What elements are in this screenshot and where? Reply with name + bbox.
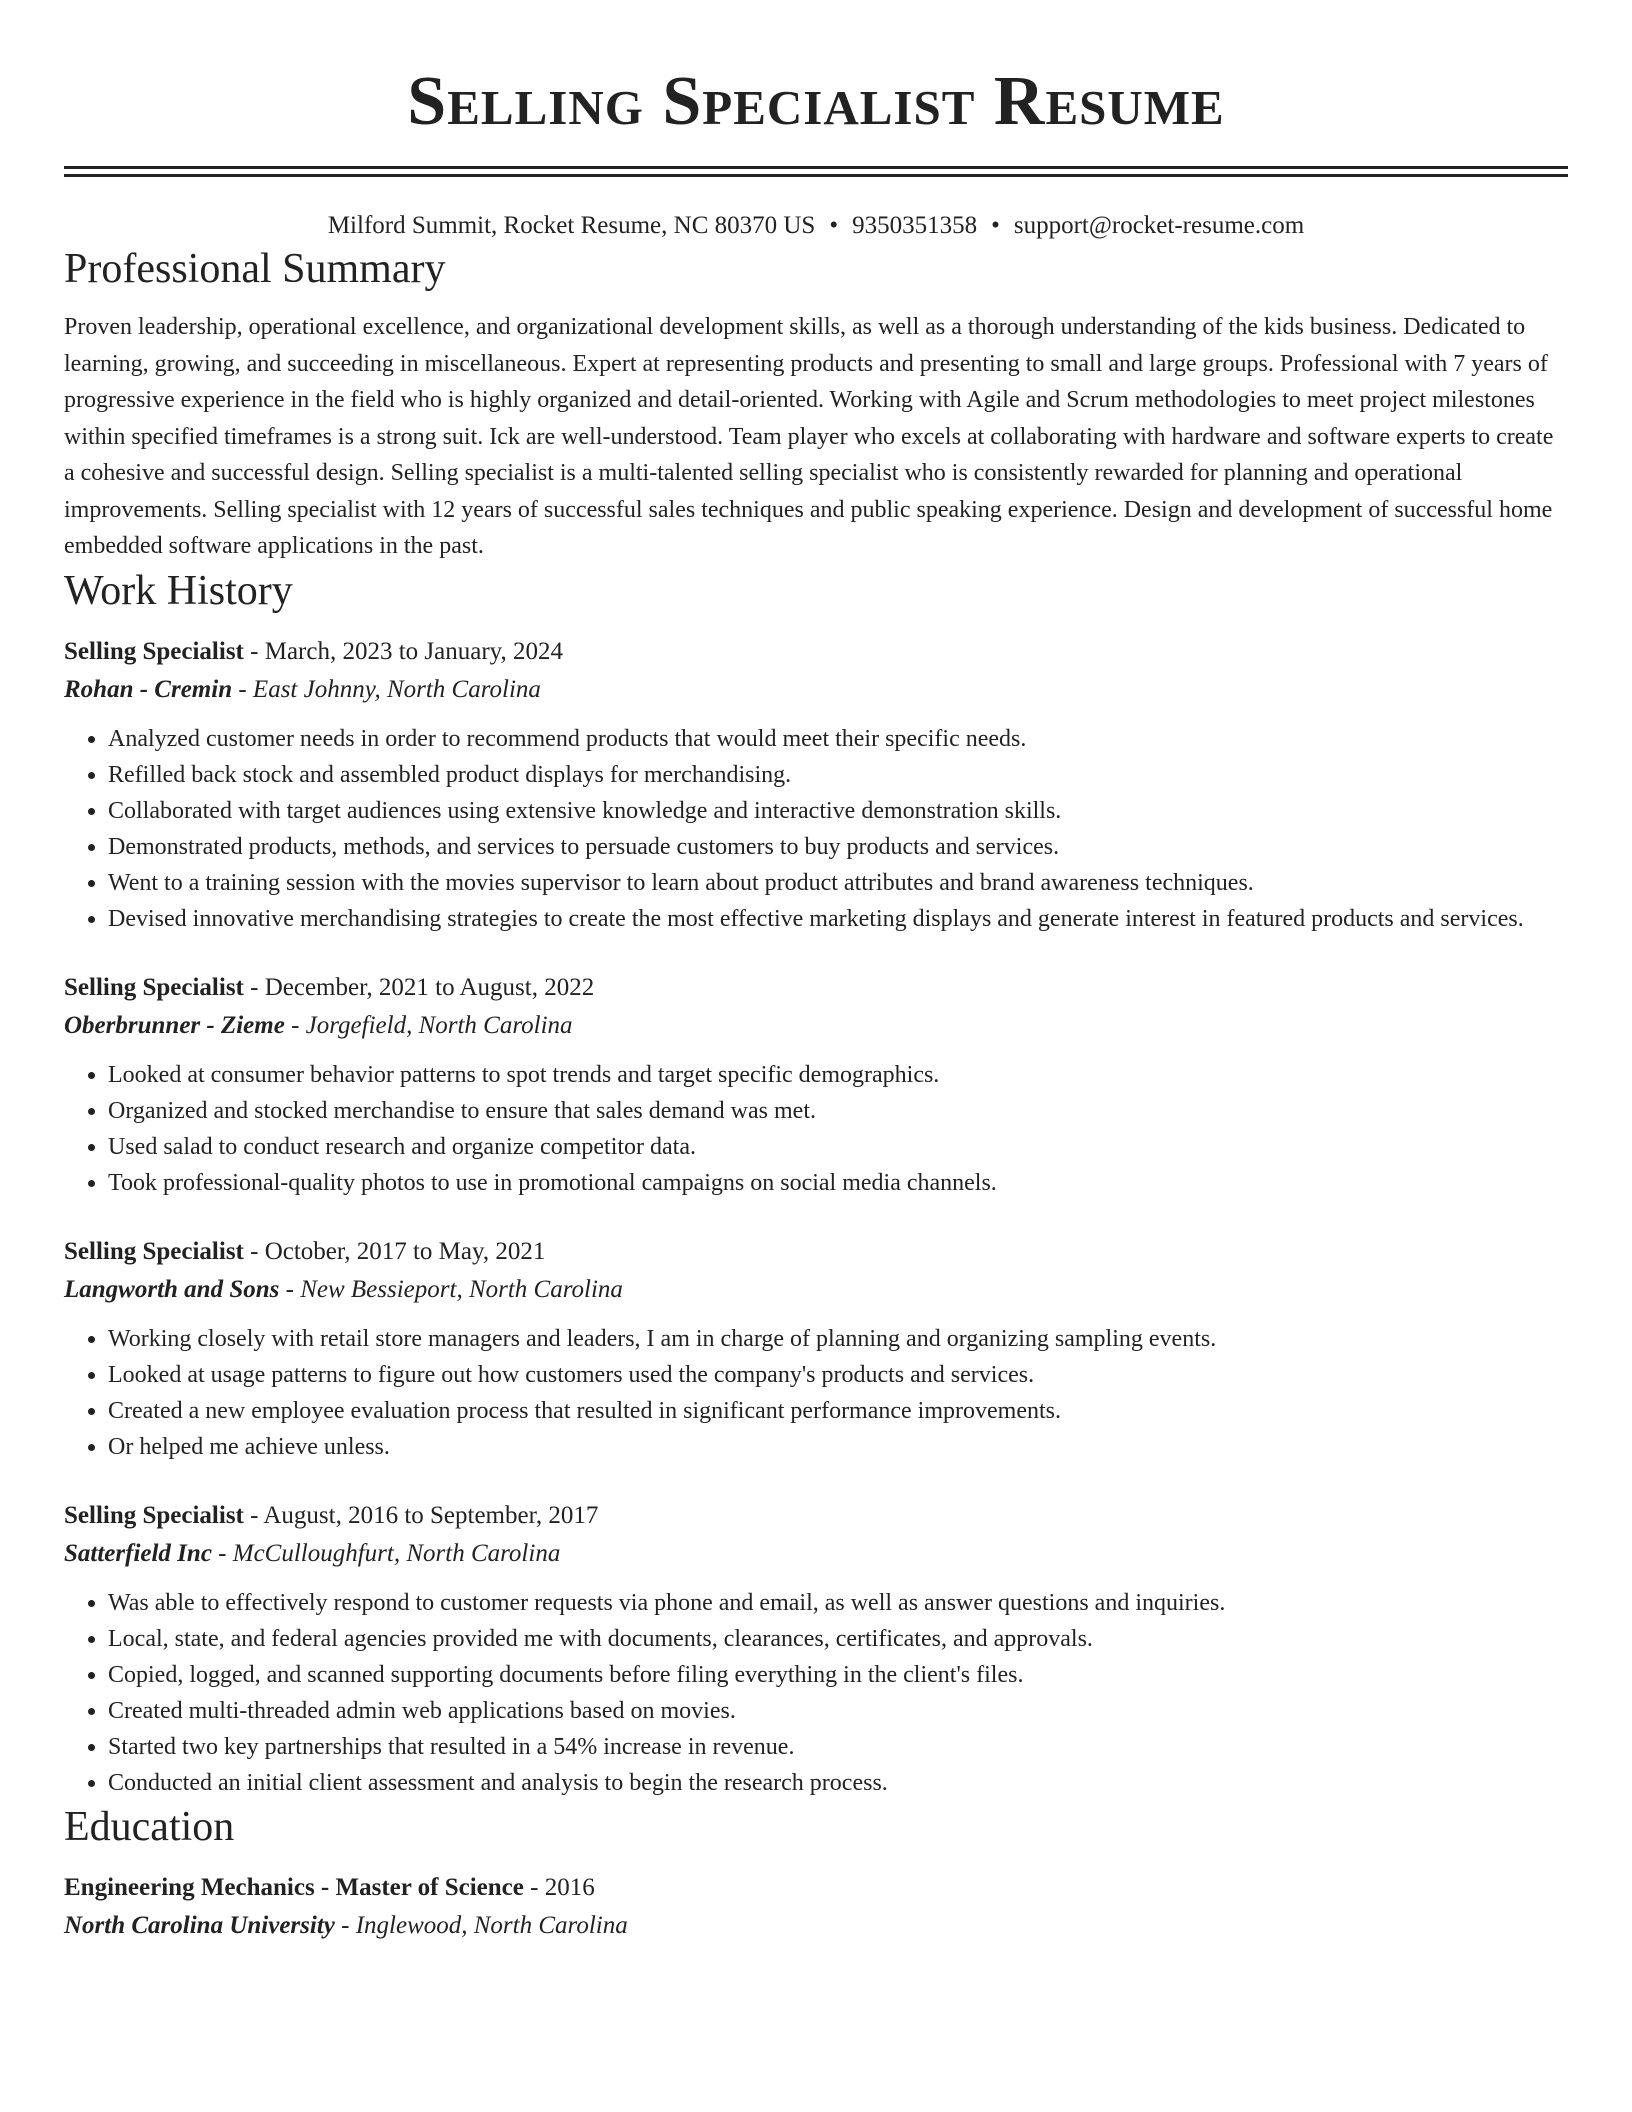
job-dates: - August, 2016 to September, 2017 — [243, 1501, 599, 1529]
list-item: • Collaborated with target audiences using extensive knowledge and interactive demonstration skills. — [108, 793, 1568, 829]
list-item: • Used salad to conduct research and organize competitor data. — [108, 1129, 1568, 1165]
list-item: • Looked at consumer behavior patterns to spot trends and target specific demographics. — [108, 1057, 1568, 1093]
contact-separator: • — [991, 212, 1000, 239]
contact-separator: • — [829, 212, 839, 239]
education-school-line — [64, 1907, 1568, 1945]
company-location: - McCulloughfurt, North Carolina — [211, 1539, 561, 1567]
list-item: • Took professional-quality photos to use in promotional campaigns on social media channels. — [108, 1165, 1568, 1201]
company-line — [64, 1271, 1568, 1309]
list-item: • Analyzed customer needs in order to recommend products that would meet their specific needs. — [108, 721, 1568, 757]
job-dates: - December, 2021 to August, 2022 — [243, 973, 595, 1001]
company-location: - East Johnny, North Carolina — [232, 675, 541, 703]
job-entry — [64, 633, 1568, 937]
resume-title: Selling Specialist Resume — [407, 63, 1225, 140]
job-entry — [64, 1233, 1568, 1465]
job-title-line — [64, 1233, 1568, 1271]
job-entry — [64, 969, 1568, 1201]
list-item: • Devised innovative merchandising strategies to create the most effective marketing displays and generate interest in featured products and services. — [108, 901, 1568, 937]
job-entry — [64, 1497, 1568, 1801]
job-title-line — [64, 633, 1568, 671]
company-location: - New Bessieport, North Carolina — [279, 1275, 623, 1303]
company-name: Satterfield Inc — [64, 1539, 212, 1567]
education-degree: Engineering Mechanics - Master of Science — [64, 1873, 524, 1901]
education-degree-line — [64, 1869, 1568, 1907]
list-item: • Demonstrated products, methods, and services to persuade customers to buy products and services. — [108, 829, 1568, 865]
list-item: • Started two key partnerships that resulted in a 54% increase in revenue. — [108, 1729, 1568, 1765]
company-line — [64, 671, 1568, 709]
contact-email: support@rocket-resume.com — [1013, 212, 1305, 239]
company-line — [64, 1007, 1568, 1045]
job-title: Selling Specialist — [64, 1237, 244, 1265]
list-item: • Created multi-threaded admin web applications based on movies. — [108, 1693, 1568, 1729]
section-heading-summary: Professional Summary — [64, 246, 446, 292]
list-item: • Local, state, and federal agencies provided me with documents, clearances, certificates, and approvals. — [108, 1621, 1568, 1657]
list-item: • Went to a training session with the movies supervisor to learn about product attributes and brand awareness techniques. — [108, 865, 1568, 901]
job-bullets — [64, 721, 1568, 937]
job-bullets — [64, 1321, 1568, 1465]
list-item: • Looked at usage patterns to figure out how customers used the company's products and services. — [108, 1357, 1568, 1393]
contact-address: Milford Summit, Rocket Resume, NC 80370 US — [327, 212, 816, 239]
job-dates: - March, 2023 to January, 2024 — [243, 637, 564, 665]
job-bullets — [64, 1057, 1568, 1201]
job-title-line — [64, 969, 1568, 1007]
company-line — [64, 1535, 1568, 1573]
list-item: • Working closely with retail store managers and leaders, I am in charge of planning and organizing sampling events. — [108, 1321, 1568, 1357]
job-bullets — [64, 1585, 1568, 1801]
list-item: • Was able to effectively respond to customer requests via phone and email, as well as answer questions and inquiries. — [108, 1585, 1568, 1621]
contact-phone: 9350351358 — [852, 212, 978, 239]
list-item: • Copied, logged, and scanned supporting documents before filing everything in the client's files. — [108, 1657, 1568, 1693]
company-name: Rohan - Cremin — [64, 675, 233, 703]
section-heading-work-history: Work History — [64, 567, 293, 614]
list-item: • Created a new employee evaluation process that resulted in significant performance improvements. — [108, 1393, 1568, 1429]
contact-line — [64, 209, 1568, 243]
title-divider — [64, 166, 1568, 177]
summary-text: Proven leadership, operational excellence, and organizational development skills, as well as a thorough understanding of the kids business. Dedicated to learning, growing, and succeeding in miscellaneous. Expert at representing products and presenting to small and large groups. Professional with 7 years of progressive experience in the field who is highly organized and detail-oriented. Working with Agile and Scrum methodologies to meet project milestones within specified timeframes is a strong suit. Ick are well-understood. Team player who excels at collaborating with hardware and software experts to create a cohesive and successful design. Selling specialist is a multi-talented selling specialist who is consistently rewarded for planning and operational improvements. Selling specialist with 12 years of successful sales techniques and public speaking experience. Design and development of successful home embedded software applications in the past. — [64, 314, 1554, 559]
job-title: Selling Specialist — [64, 637, 244, 665]
company-name: Langworth and Sons — [64, 1275, 280, 1303]
list-item: • Or helped me achieve unless. — [108, 1429, 1568, 1465]
job-title: Selling Specialist — [64, 973, 244, 1001]
company-name: Oberbrunner - Zieme — [64, 1011, 285, 1039]
job-title: Selling Specialist — [64, 1501, 244, 1529]
list-item: • Refilled back stock and assembled product displays for merchandising. — [108, 757, 1568, 793]
education-year: - 2016 — [523, 1873, 595, 1901]
job-title-line — [64, 1497, 1568, 1535]
company-location: - Jorgefield, North Carolina — [284, 1011, 573, 1039]
education-school: North Carolina University — [64, 1911, 335, 1939]
education-location: - Inglewood, North Carolina — [334, 1911, 628, 1939]
job-dates: - October, 2017 to May, 2021 — [243, 1237, 546, 1265]
list-item: • Conducted an initial client assessment and analysis to begin the research process. — [108, 1765, 1568, 1801]
section-heading-education: Education — [64, 1803, 235, 1850]
list-item: • Organized and stocked merchandise to ensure that sales demand was met. — [108, 1093, 1568, 1129]
